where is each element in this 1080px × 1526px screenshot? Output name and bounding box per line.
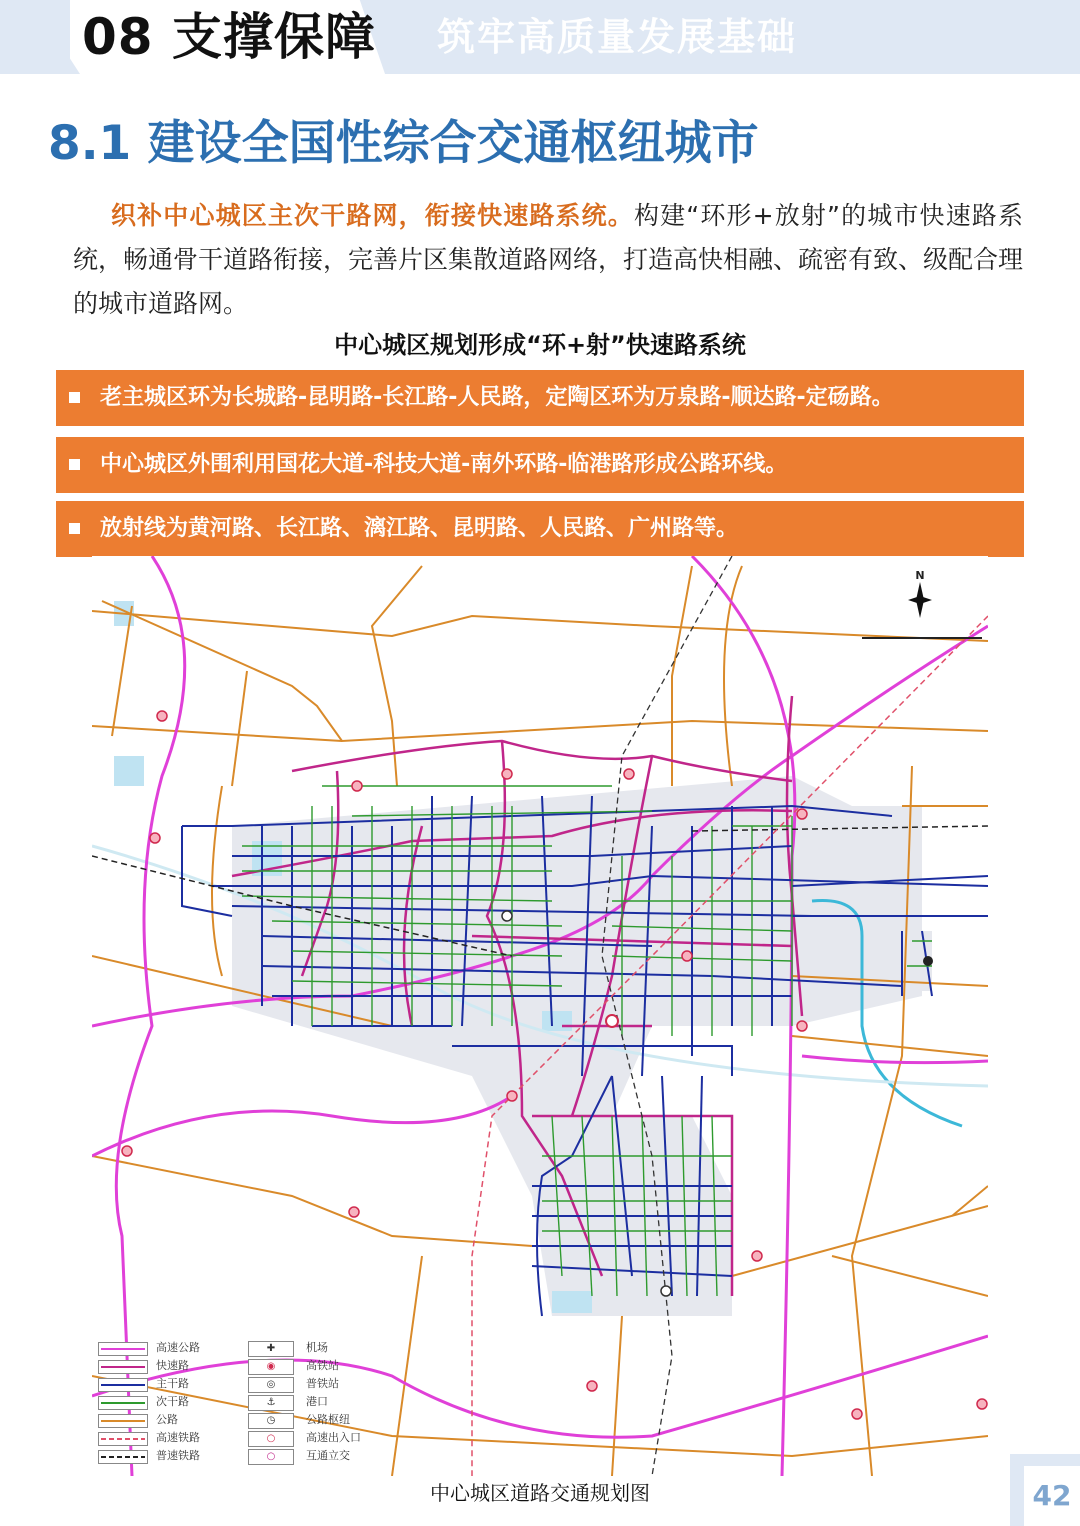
road-traffic-plan-map: [92, 556, 988, 1476]
chapter-subtitle: 筑牢高质量发展基础: [437, 15, 798, 59]
highway-line-icon: [98, 1414, 148, 1428]
interchange-icon: ○: [248, 1449, 294, 1465]
summary-bullet: 放射线为黄河路、长江路、漓江路、昆明路、人民路、广州路等。: [56, 501, 1024, 557]
railway-icon: [98, 1450, 148, 1464]
airport-icon: ✚: [248, 1341, 294, 1357]
bullet-square-icon: [69, 523, 80, 534]
summary-bullet: 中心城区外围利用国花大道-科技大道-南外环路-临港路形成公路环线。: [56, 437, 1024, 493]
expressway-line-icon: [98, 1342, 148, 1356]
high-speed-rail-icon: [98, 1432, 148, 1446]
high-speed-station-icon: ◉: [248, 1359, 294, 1375]
summary-bullet: 老主城区环为长城路-昆明路-长江路-人民路，定陶区环为万泉路-顺达路-定砀路。: [56, 370, 1024, 426]
train-station-icon: ◎: [248, 1377, 294, 1393]
page-number: 42: [1032, 1479, 1072, 1512]
bullet-square-icon: [69, 392, 80, 403]
intro-paragraph: [73, 194, 1023, 326]
north-arrow-icon: N: [905, 570, 935, 630]
intro-text: 构建“环形+放射”的城市快速路系统，畅通骨干道路衔接，完善片区集散道路网络，打造高快相融、疏密有致、级配合理的城市道路网。: [73, 201, 1024, 318]
chapter-title: 08 支撑保障: [82, 8, 376, 66]
bus-hub-icon: ◷: [248, 1413, 294, 1429]
summary-title: 中心城区规划形成“环+射”快速路系统: [334, 331, 746, 359]
secondary-line-icon: [98, 1396, 148, 1410]
bullet-square-icon: [69, 459, 80, 470]
map-graphic: [92, 556, 988, 1476]
map-caption: 中心城区道路交通规划图: [430, 1481, 650, 1505]
map-legend: 高速公路 快速路 主干路 次干路 公路 高速铁路 普速铁路 ✚ 机场 ◉ 高铁站 ◎ 普铁站 ⚓ 港口 ◷ 公路枢纽 ○ 高速出入口 ○ 互通立交: [98, 1340, 398, 1470]
arterial-line-icon: [98, 1378, 148, 1392]
fastroad-line-icon: [98, 1360, 148, 1374]
port-anchor-icon: ⚓: [248, 1395, 294, 1411]
section-title: 8.1 建设全国性综合交通枢纽城市: [48, 116, 759, 171]
highway-exit-icon: ○: [248, 1431, 294, 1447]
intro-highlight: 织补中心城区主次干路网，衔接快速路系统。: [111, 201, 634, 230]
